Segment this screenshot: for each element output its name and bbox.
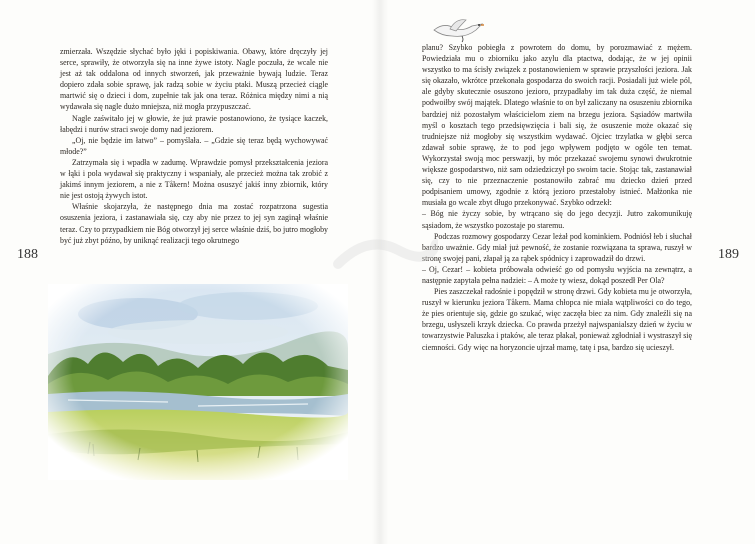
flying-goose-icon — [432, 18, 484, 44]
right-page-text — [422, 42, 692, 353]
left-paragraph-4: Zatrzymała się i wpadła w zadumę. Wprawdzie pomysł przekształcenia jeziora w łąki i pola wydawał się praktyczny i wspaniały, ale przecież można tak zrobić z jakimś innym jeziorem, a nie z Tåkern! Można osuszyć jakiś inny zbiornik, który nie jest ostoją żywych istot. — [60, 157, 328, 201]
right-paragraph-5: Pies zaszczekał radośnie i popędził w stronę drzwi. Gdy kobieta mu je otworzyła, ruszył w kierunku jeziora Tåkern. Mama chłopca nie miała wątpliwości co do tego, że pies orientuje się, gdzie go szukać, więc zaczęła biec za nim. Gdy znaleźli się na brzegu, usłyszeli krzyk dziecka. Co prawda przeżył najwspanialszy dzień w życiu w towarzystwie Paluszka i ptaków, ale teraz płakał, ponieważ zgłodniał i wystraszył się ciemności. Gdy więc na horyzoncie ujrzał mamę, tatę i psa, bardzo się ucieszył. — [422, 287, 692, 352]
right-paragraph-4: – Oj, Cezar! – kobieta próbowała odwieść go od pomysłu wyjścia na zewnątrz, a następnie zapytała pełna nadziei: – A może ty wiesz, dokąd poszedł Per Ola? — [422, 264, 692, 285]
left-paragraph-2: Nagle zaświtało jej w głowie, że już prawie postanowiono, że tysiące kaczek, łabędzi i nurów straci swoje domy nad jeziorem. — [60, 113, 328, 134]
right-paragraph-1: planu? Szybko pobiegła z powrotem do domu, by porozmawiać z mężem. Powiedziała mu o zbiorniku jako azylu dla ptactwa, dodając, że w jej opinii wszystko to ma ścisły związek z postanowieniem w sprawie przyszłości jeziora. Jak się okazało, wkrótce przekonała gospodarza do swoich racji. Posiadali już wiele pól, ale gdyby skutecznie osuszono jezioro, przypadłaby im tak duża część, że niemal podwoiłby swój majątek. Dlatego właśnie to on był zaliczany na osuszeniu zbiornika bardziej niż pozostałym właścicielom ziem na brzegu jeziora. Sąsiadów martwiła myśl o kosztach tego przedsięwzięcia i bali się, że osuszenie może okazać się trudniejsze niż mogłoby się wszystkim wydawać. Ojciec trzylatka w głębi serca zdawał sobie sprawę, że to pod jego wpływem podjęto w ogóle ten temat. Wykorzystał swoją moc perswazji, by móc przekazać swojemu synowi dwukrotnie większe gospodarstwo, niż sam odziedziczył po swoim tacie. Stojąc tak, zastanawiał się, czy to nie przeznaczenie postanowiło zabrać mu dziecko dzień przed podpisaniem umowy, zgodnie z którą jezioro przestałoby istnieć. Małżonka nie musiała go wcale zbyt długo przekonywać. Szybko odrzekł: — [422, 43, 692, 208]
left-paragraph-5: Właśnie skojarzyła, że następnego dnia ma zostać rozpatrzona sugestia osuszenia jeziora, i zastanawiała się, czy aby nie przez to jej syn zaginął właśnie teraz. Czy to przypadkiem nie Bóg otworzył jej serce właśnie dziś, bo jutro mogłoby być już zbyt późno, by uniknąć realizacji tego okrutnego — [60, 202, 328, 245]
left-page-text — [60, 46, 328, 246]
right-page-number: 189 — [718, 247, 739, 262]
left-paragraph-3: „Oj, nie będzie im łatwo” – pomyślała. – „Gdzie się teraz będą wychowywać młode?” — [60, 135, 328, 156]
right-paragraph-3: Podczas rozmowy gospodarzy Cezar leżał pod kominkiem. Podniósł łeb i słuchał bardzo uważnie. Gdy miał już pewność, że zostanie rozwiązana ta sprawa, ruszył w stronę swojej pani, złapał ją za rąbek spódnicy i zaprowadził do drzwi. — [422, 231, 692, 263]
lake-landscape-illustration — [48, 284, 348, 480]
left-paragraph-1: zmierzała. Wszędzie słychać było jęki i popiskiwania. Obawy, które dręczyły jej serce, sprawiły, że otworzyła się na inne żywe istoty. Nagle poczuła, że wcale nie jest aż tak oddalona od innych stworzeń, jak przeważnie bywają ludzie. Teraz dopiero zdała sobie sprawę, jak radzą sobie w życiu ptaki. Muszą przecież ciągle martwić się o dzieci i dom, zupełnie tak jak ona teraz. Różnica między nimi a nią wydawała się nagle dużo mniejsza, niż mogła przypuszczać. — [60, 47, 328, 112]
left-page-number: 188 — [17, 247, 38, 262]
right-paragraph-2: – Bóg nie życzy sobie, by wtrącano się do jego decyzji. Jutro zakomunikuję sąsiadom, że wszystko pozostaje po staremu. — [422, 209, 692, 230]
watercolor-landscape-image — [48, 284, 348, 480]
watermark-logo — [328, 224, 438, 284]
